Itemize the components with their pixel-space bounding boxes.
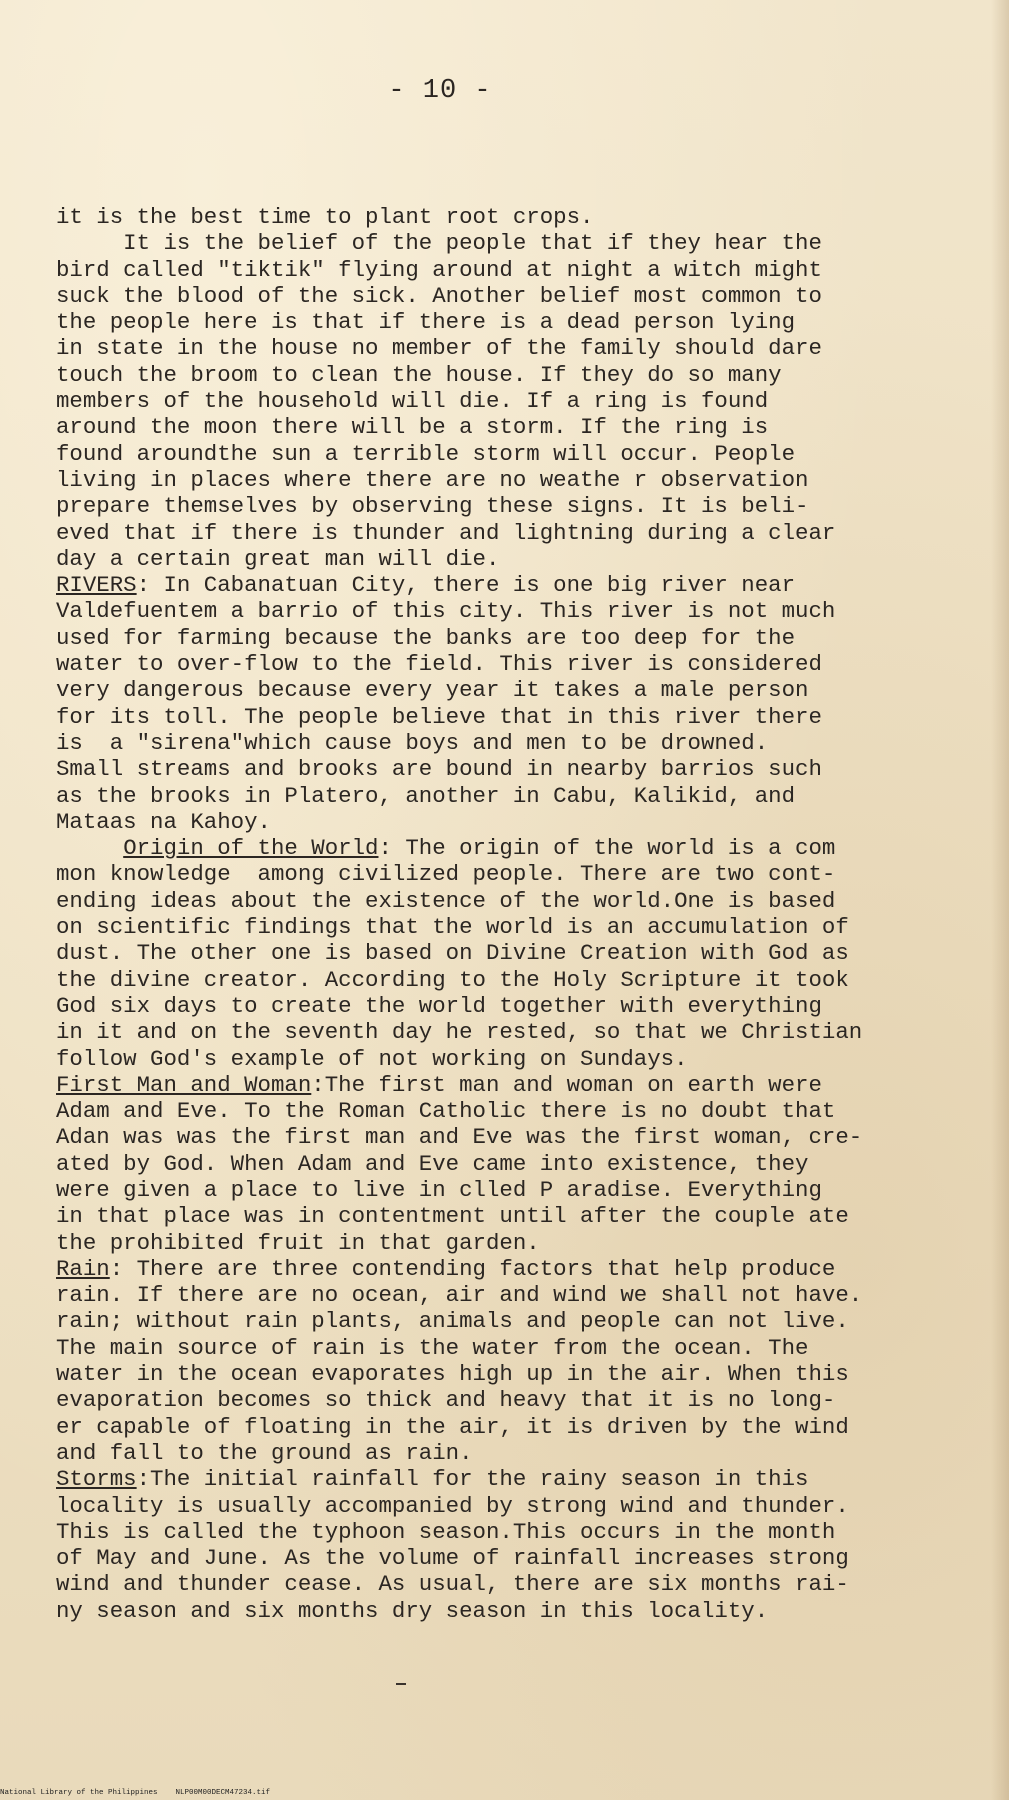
page-edge-shadow <box>991 0 1009 1800</box>
footer-file-id: NLP00M00DECM47234.tif <box>175 1789 271 1797</box>
section-heading-origin-of-the-world: Origin of the World: The origin of the world is a com <box>123 835 836 862</box>
section-heading-first-man-and-woman: First Man and Woman:The first man and woman on earth were <box>56 1071 822 1098</box>
text-line: ated by God. When Adam and Eve came into existence, they <box>56 1150 809 1177</box>
text-line: ending ideas about the existence of the world.One is based <box>56 887 836 914</box>
text-line: bird called "tiktik" flying around at night a witch might <box>56 256 822 283</box>
text-line: in it and on the seventh day he rested, so that we Christian <box>56 1019 863 1046</box>
text-line: wind and thunder cease. As usual, there are six months rai- <box>56 1571 849 1598</box>
text-line: members of the household will die. If a ring is found <box>56 388 769 415</box>
text-line: is a "sirena"which cause boys and men to be drowned. <box>56 729 769 756</box>
text-line: suck the blood of the sick. Another belief most common to <box>56 282 822 309</box>
section-heading-rain: Rain: There are three contending factors that help produce <box>56 1255 836 1282</box>
text-line: eved that if there is thunder and lightning during a clear <box>56 519 836 546</box>
text-line: The main source of rain is the water from the ocean. The <box>56 1334 809 1361</box>
text-line: follow God's example of not working on Sundays. <box>56 1045 688 1072</box>
text-line: of May and June. As the volume of rainfall increases strong <box>56 1545 849 1572</box>
text-line: er capable of floating in the air, it is driven by the wind <box>56 1413 849 1440</box>
text-line: Adam and Eve. To the Roman Catholic there is no doubt that <box>56 1098 836 1125</box>
text-line: Adan was was the first man and Eve was the first woman, cre- <box>56 1124 863 1151</box>
text-line: day a certain great man will die. <box>56 545 500 572</box>
text-line: Mataas na Kahoy. <box>56 808 271 835</box>
text-line: and fall to the ground as rain. <box>56 1439 473 1466</box>
text-line: the people here is that if there is a dead person lying <box>56 309 796 336</box>
scan-footer <box>0 1789 270 1797</box>
text-line: in that place was in contentment until after the couple ate <box>56 1203 849 1230</box>
text-line: water in the ocean evaporates high up in the air. When this <box>56 1361 849 1388</box>
text-line: evaporation becomes so thick and heavy that it is no long- <box>56 1387 836 1414</box>
text-line: very dangerous because every year it takes a male person <box>56 677 809 704</box>
text-line: Small streams and brooks are bound in nearby barrios such <box>56 756 822 783</box>
text-line: prepare themselves by observing these signs. It is beli- <box>56 493 809 520</box>
text-line: living in places where there are no weathe r observation <box>56 466 809 493</box>
text-line: in state in the house no member of the family should dare <box>56 335 822 362</box>
text-line: around the moon there will be a storm. If the ring is <box>56 414 769 441</box>
text-line: rain; without rain plants, animals and people can not live. <box>56 1308 849 1335</box>
text-line: dust. The other one is based on Divine Creation with God as <box>56 940 849 967</box>
text-line: used for farming because the banks are too deep for the <box>56 624 796 651</box>
text-line: were given a place to live in clled P aradise. Everything <box>56 1176 822 1203</box>
text-line: found aroundthe sun a terrible storm will occur. People <box>56 440 796 467</box>
text-line: touch the broom to clean the house. If they do so many <box>56 361 782 388</box>
text-line: for its toll. The people believe that in this river there <box>56 703 822 730</box>
text-line: on scientific findings that the world is an accumulation of <box>56 914 849 941</box>
text-line: Valdefuentem a barrio of this city. This river is not much <box>56 598 836 625</box>
section-heading-storms: Storms:The initial rainfall for the rainy season in this <box>56 1466 809 1493</box>
text-line: it is the best time to plant root crops. <box>56 204 594 230</box>
text-line: ny season and six months dry season in this locality. <box>56 1597 769 1624</box>
text-line: mon knowledge among civilized people. There are two cont- <box>56 861 836 888</box>
document-body <box>56 204 976 1624</box>
text-line: rain. If there are no ocean, air and wind we shall not have. <box>56 1282 863 1309</box>
text-line: as the brooks in Platero, another in Cabu, Kalikid, and <box>56 782 796 809</box>
text-line: It is the belief of the people that if they hear the <box>56 230 822 257</box>
text-line: the prohibited fruit in that garden. <box>56 1229 540 1256</box>
text-line: This is called the typhoon season.This occurs in the month <box>56 1518 836 1545</box>
text-line: locality is usually accompanied by strong wind and thunder. <box>56 1492 849 1519</box>
page-number: - 10 - <box>388 76 492 106</box>
text-line: God six days to create the world together with everything <box>56 992 822 1019</box>
footer-library: National Library of the Philippines <box>0 1789 158 1797</box>
text-line: the divine creator. According to the Holy Scripture it took <box>56 966 849 993</box>
bottom-dash-mark <box>396 1683 406 1685</box>
text-line: water to over-flow to the field. This river is considered <box>56 651 822 678</box>
section-heading-rivers: RIVERS: In Cabanatuan City, there is one big river near <box>56 572 796 599</box>
